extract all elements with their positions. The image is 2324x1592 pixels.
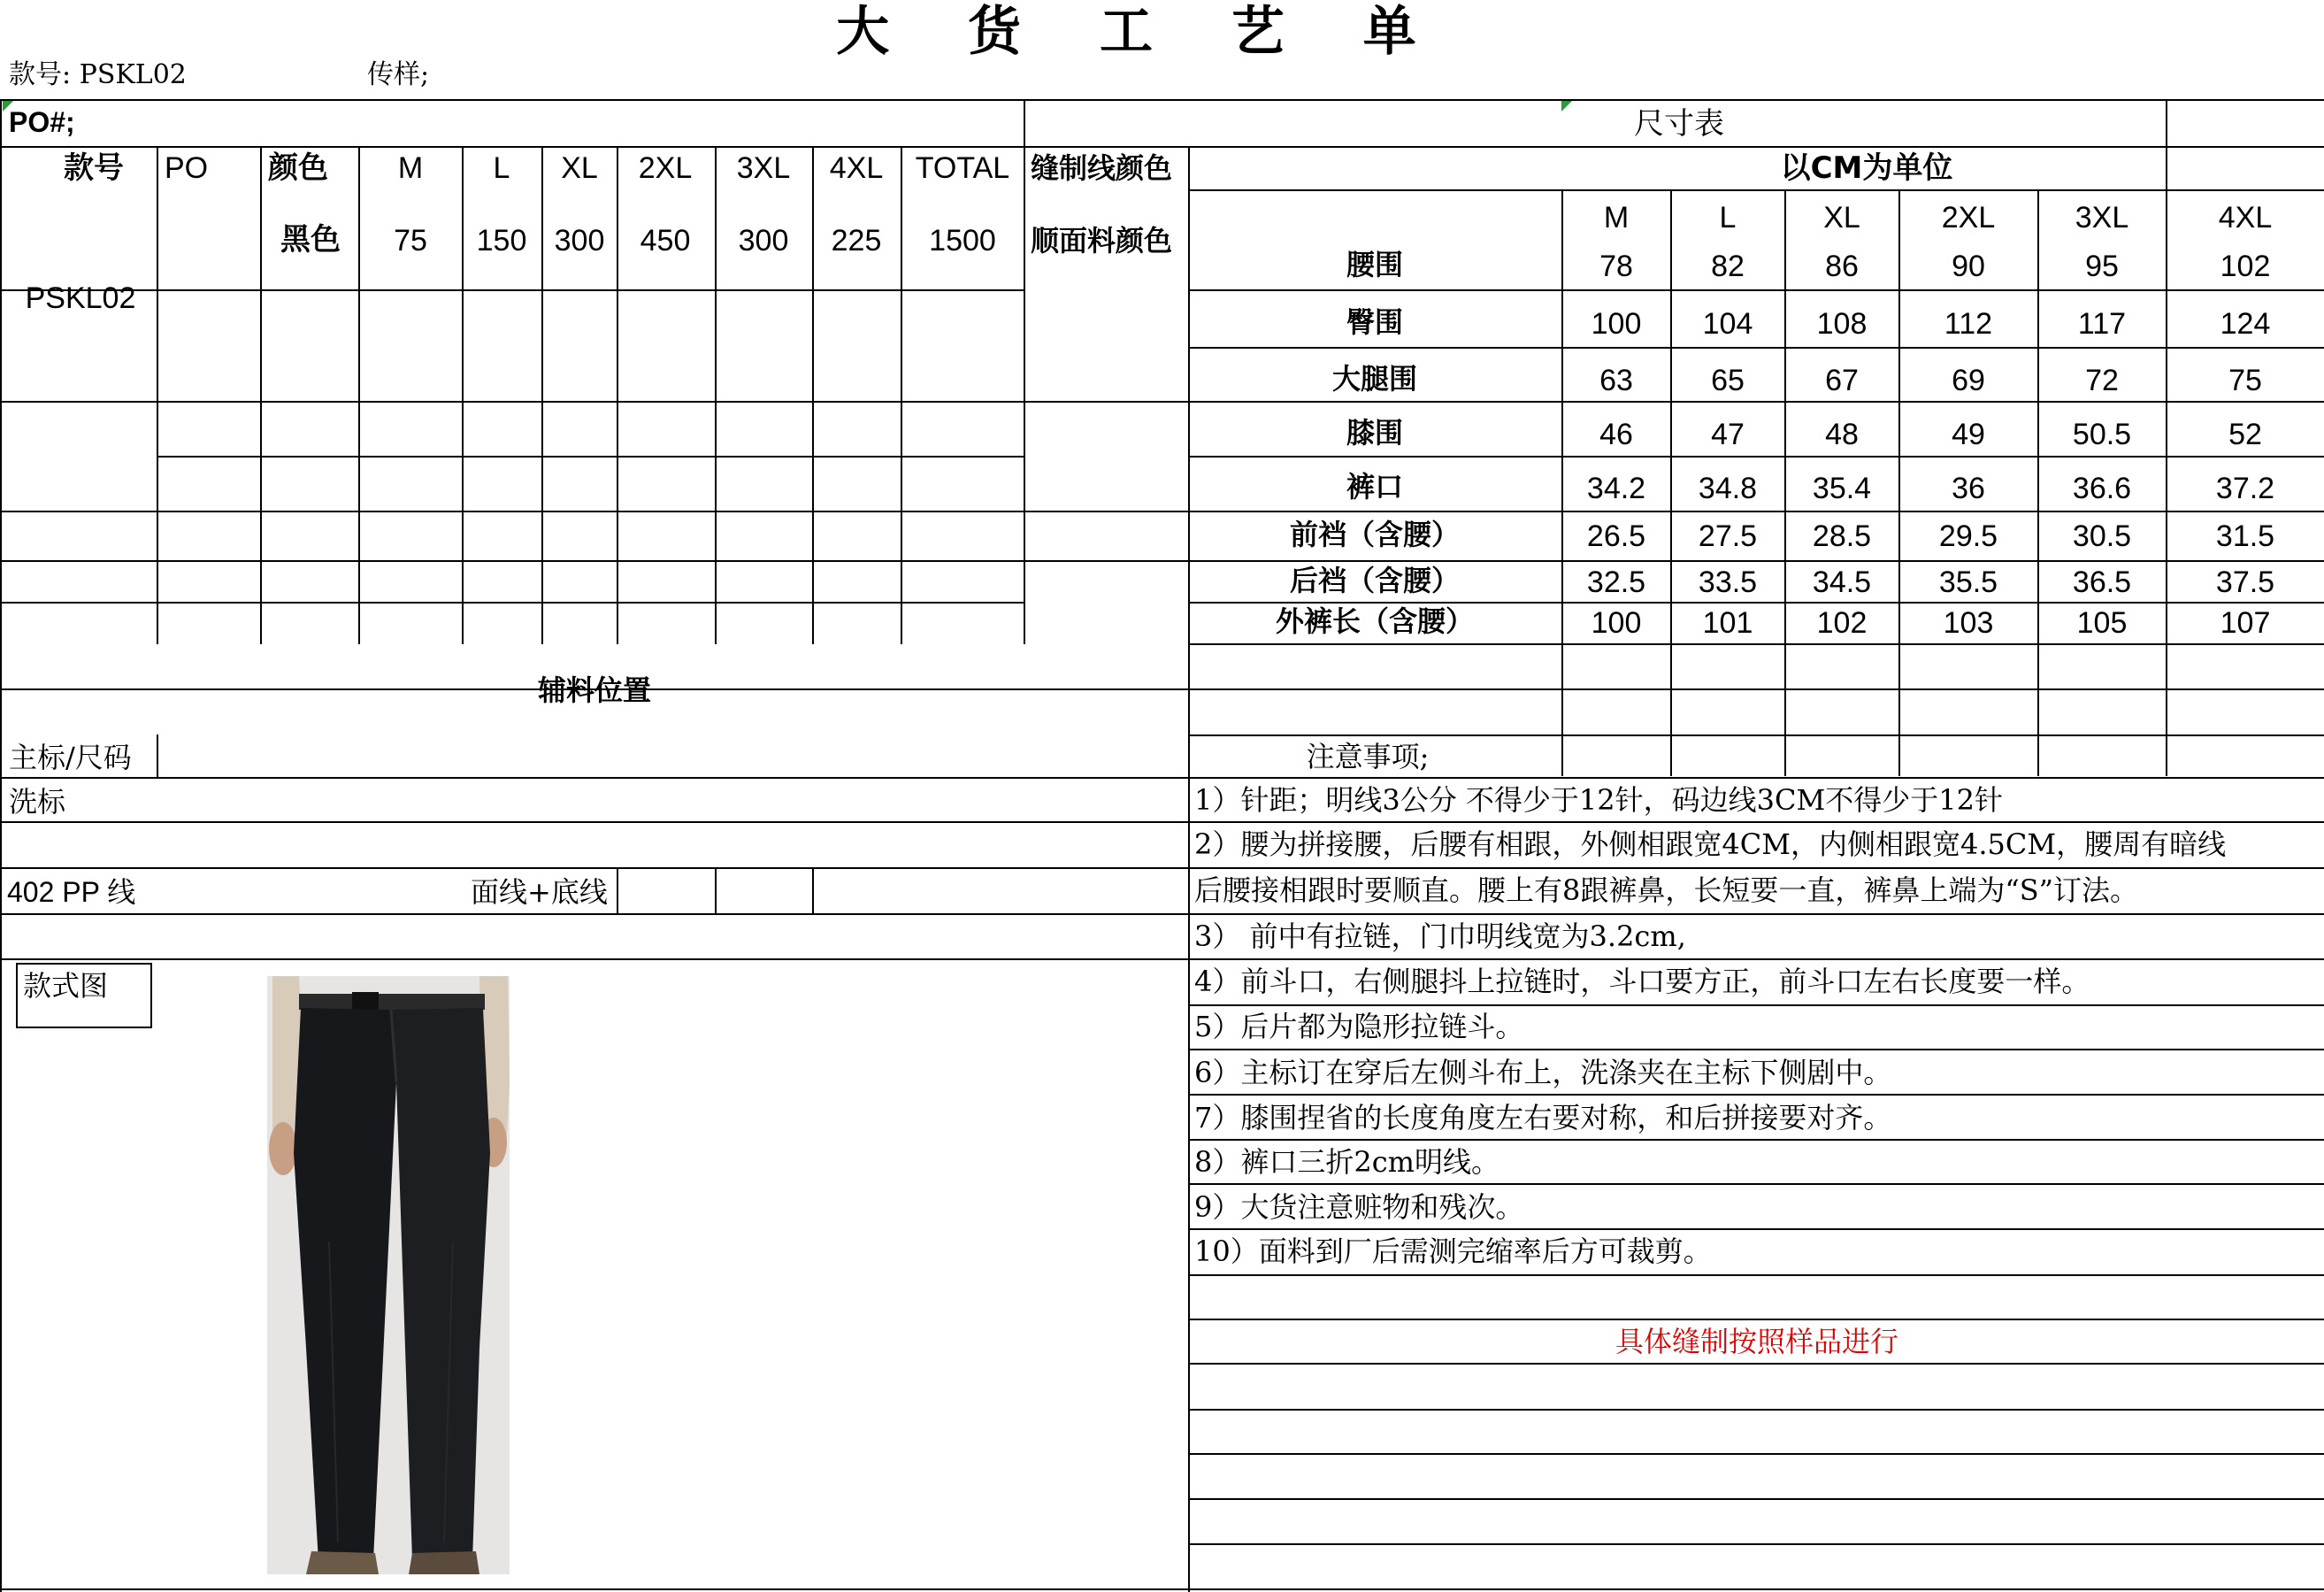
measurement-name: 前裆（含腰） — [1289, 518, 1461, 551]
measurement-value: 117 — [2077, 307, 2127, 341]
measurement-value: 36 — [1952, 472, 1985, 505]
measurement-value: 32.5 — [1586, 565, 1646, 599]
measurement-value: 67 — [1825, 364, 1859, 397]
thread-color-value: 顺面料颜色 — [1031, 224, 1173, 258]
wash-label-caption: 洗标 — [9, 785, 66, 819]
measurement-value: 86 — [1825, 250, 1859, 283]
qty-m: 75 — [394, 224, 427, 258]
measurement-value: 95 — [2085, 250, 2119, 283]
style-number-label: 款号: PSKL02 — [9, 59, 187, 90]
measurement-value: 26.5 — [1586, 519, 1646, 553]
qty-4xl: 225 — [831, 224, 882, 258]
measurement-name: 外裤长（含腰） — [1275, 604, 1475, 638]
measurement-value: 65 — [1711, 364, 1745, 397]
pants-photo — [267, 976, 510, 1574]
measurement-value: 33.5 — [1698, 565, 1758, 599]
measurement-value: 69 — [1952, 364, 1985, 397]
header-size-4xl: 4XL — [829, 151, 884, 185]
measurement-value: 104 — [1702, 307, 1753, 341]
size-header-4xl: 4XL — [2218, 201, 2273, 235]
note-line: 9）大货注意赃物和残次。 — [1194, 1190, 1524, 1224]
note-line: 5）后片都为隐形拉链斗。 — [1194, 1010, 1524, 1043]
note-line: 4）前斗口，右侧腿抖上拉链时，斗口要方正，前斗口左右长度要一样。 — [1194, 965, 2090, 998]
note-line: 7）膝围捏省的长度角度左右要对称，和后拼接要对齐。 — [1194, 1101, 1892, 1134]
size-table-title: 尺寸表 — [1634, 106, 1724, 142]
measurement-value: 35.4 — [1812, 472, 1872, 505]
measurement-value: 103 — [1943, 606, 1994, 640]
main-label-caption: 主标/尺码 — [9, 741, 132, 774]
note-line: 1）针距；明线3公分 不得少于12针，码边线3CM不得少于12针 — [1194, 783, 2003, 817]
thread-type: 面线+底线 — [471, 875, 608, 909]
measurement-name: 裤口 — [1346, 470, 1404, 504]
measurement-value: 63 — [1599, 364, 1633, 397]
measurement-value: 90 — [1952, 250, 1985, 283]
order-style-number: PSKL02 — [25, 281, 136, 315]
measurement-value: 37.5 — [2215, 565, 2275, 599]
measurement-value: 37.2 — [2215, 472, 2275, 505]
measurement-value: 100 — [1591, 307, 1642, 341]
measurement-value: 82 — [1711, 250, 1745, 283]
thread-label: 402 PP 线 — [7, 876, 136, 908]
size-header-2xl: 2XL — [1941, 201, 1996, 235]
measurement-value: 100 — [1591, 606, 1642, 640]
style-drawing-label: 款式图 — [23, 969, 109, 1003]
notes-title: 注意事项; — [1306, 740, 1430, 773]
measurement-value: 35.5 — [1938, 565, 1998, 599]
header-po: PO — [165, 151, 209, 185]
measurement-value: 47 — [1711, 418, 1745, 451]
measurement-value: 36.5 — [2072, 565, 2132, 599]
measurement-value: 34.8 — [1698, 472, 1758, 505]
measurement-value: 105 — [2076, 606, 2128, 640]
measurement-value: 46 — [1599, 418, 1633, 451]
measurement-value: 34.5 — [1812, 565, 1872, 599]
qty-total: 1500 — [929, 224, 996, 258]
qty-xl: 300 — [554, 224, 605, 258]
measurement-value: 108 — [1816, 307, 1868, 341]
order-color: 黑色 — [280, 222, 341, 258]
measurement-value: 48 — [1825, 418, 1859, 451]
qty-3xl: 300 — [738, 224, 789, 258]
sample-label: 传样; — [367, 59, 430, 90]
measurement-value: 72 — [2085, 364, 2119, 397]
size-header-3xl: 3XL — [2075, 201, 2129, 235]
measurement-value: 34.2 — [1586, 472, 1646, 505]
size-table-unit: 以CM为单位 — [1780, 150, 1953, 186]
note-line: 8）裤口三折2cm明线。 — [1194, 1145, 1499, 1179]
accessories-title: 辅料位置 — [537, 673, 652, 707]
measurement-value: 102 — [2220, 250, 2271, 283]
measurement-value: 78 — [1599, 250, 1633, 283]
note-line: 后腰接相跟时要顺直。腰上有8跟裤鼻，长短要一直，裤鼻上端为“S”订法。 — [1194, 873, 2139, 907]
measurement-value: 31.5 — [2215, 519, 2275, 553]
measurement-value: 30.5 — [2072, 519, 2132, 553]
measurement-value: 107 — [2220, 606, 2271, 640]
measurement-value: 112 — [1944, 307, 1993, 341]
measurement-name: 大腿围 — [1331, 362, 1418, 396]
header-size-2xl: 2XL — [638, 151, 693, 185]
measurement-value: 29.5 — [1938, 519, 1998, 553]
note-line: 3） 前中有拉链，门巾明线宽为3.2cm, — [1194, 919, 1686, 953]
size-header-xl: XL — [1823, 201, 1860, 235]
measurement-name: 腰围 — [1346, 248, 1404, 281]
measurement-value: 50.5 — [2072, 418, 2132, 451]
measurement-name: 后裆（含腰） — [1289, 564, 1461, 597]
header-style: 款号 — [64, 150, 124, 186]
header-size-m: M — [397, 151, 424, 185]
header-total: TOTAL — [915, 151, 1010, 185]
measurement-value: 52 — [2228, 418, 2262, 451]
header-color: 颜色 — [268, 150, 328, 186]
po-label: PO#; — [9, 106, 75, 138]
measurement-name: 臀围 — [1346, 305, 1404, 339]
measurement-name: 膝围 — [1346, 416, 1404, 450]
measurement-value: 75 — [2228, 364, 2262, 397]
measurement-value: 28.5 — [1812, 519, 1872, 553]
header-size-3xl: 3XL — [736, 151, 791, 185]
measurement-value: 102 — [1816, 606, 1868, 640]
qty-l: 150 — [476, 224, 527, 258]
notes-footer: 具体缝制按照样品进行 — [1615, 1325, 1899, 1358]
corner-marker — [1561, 101, 1572, 112]
note-line: 2）腰为拼接腰，后腰有相跟，外侧相跟宽4CM，内侧相跟宽4.5CM，腰周有暗线 — [1194, 827, 2227, 861]
note-line: 10）面料到厂后需测完缩率后方可裁剪。 — [1194, 1234, 1712, 1268]
document-title: 大 货 工 艺 单 — [836, 1, 1446, 63]
measurement-value: 27.5 — [1698, 519, 1758, 553]
size-header-l: L — [1719, 201, 1737, 235]
header-size-xl: XL — [561, 151, 598, 185]
qty-2xl: 450 — [640, 224, 691, 258]
measurement-value: 49 — [1952, 418, 1985, 451]
measurement-value: 36.6 — [2072, 472, 2132, 505]
size-header-m: M — [1603, 201, 1630, 235]
note-line: 6）主标订在穿后左侧斗布上，洗涤夹在主标下侧剧中。 — [1194, 1056, 1892, 1089]
header-thread-color: 缝制线颜色 — [1031, 151, 1173, 185]
measurement-value: 124 — [2220, 307, 2271, 341]
measurement-value: 101 — [1702, 606, 1753, 640]
header-size-l: L — [493, 151, 510, 185]
